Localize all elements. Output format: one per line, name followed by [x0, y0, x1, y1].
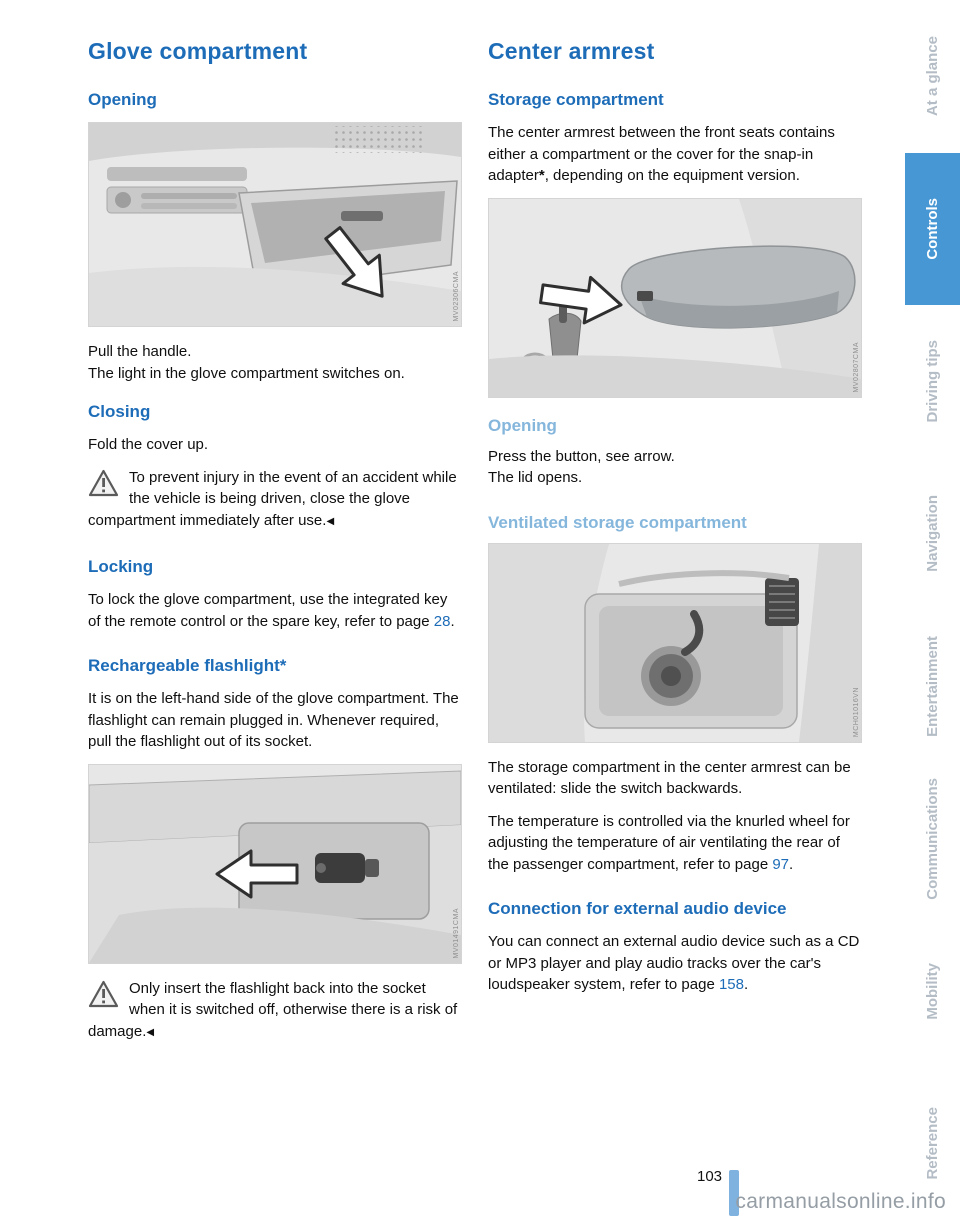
- text-run: The temperature is controlled via the knurled wheel for adjusting the temperature of air ventilating the rear of the passenger compartment, refer to page: [488, 812, 850, 873]
- figure-code: MV02807CMA: [853, 341, 860, 393]
- text-run: .: [450, 612, 455, 630]
- tab-at-a-glance[interactable]: At a glance: [924, 36, 941, 117]
- warning-text: Only insert the flashlight back into the socket when it is switched off, otherwise there is a risk of damage.: [88, 979, 458, 1040]
- heading-opening-armrest: Opening: [488, 415, 557, 435]
- figure-code: MV02306CMA: [453, 271, 460, 322]
- right-column: [488, 38, 862, 1056]
- heading-closing: Closing: [88, 402, 151, 421]
- text-run: The center armrest between the front seats contains either a compartment or the cover for the snap-in adapter: [488, 124, 835, 184]
- flashlight-illustration: [89, 765, 461, 963]
- chapter-tab-bar: [905, 0, 960, 1220]
- text-run: .: [789, 855, 794, 873]
- text-run: , depending on the equipment version.: [544, 167, 800, 184]
- tab-communications[interactable]: Communications: [924, 777, 941, 900]
- end-of-note-marker: ◀: [146, 1026, 155, 1038]
- press-button-text: Press the button, see arrow.: [488, 447, 675, 465]
- section-title-center-armrest: Center armrest: [488, 38, 655, 64]
- figure-center-armrest: [488, 198, 862, 398]
- section-title-glove-compartment: Glove compartment: [88, 38, 308, 64]
- fold-cover-text: Fold the cover up.: [88, 436, 209, 453]
- warning-note-closing: [88, 467, 462, 534]
- tab-reference[interactable]: Reference: [924, 1107, 941, 1181]
- ventilation-text: The storage compartment in the center armrest can be ventilated: slide the switch backwards.: [488, 758, 851, 797]
- lid-opens-text: The lid opens.: [488, 469, 583, 486]
- page-link-28[interactable]: 28: [433, 612, 451, 630]
- flashlight-text: It is on the left-hand side of the glove compartment. The flashlight can remain plugged in. Whenever required, pull the flashlight out of its socket.: [88, 690, 459, 750]
- heading-external-audio: Connection for external audio device: [488, 899, 787, 918]
- warning-icon: [88, 980, 119, 1015]
- storage-text: [488, 122, 862, 187]
- tab-controls[interactable]: Controls: [905, 153, 960, 306]
- text-run: To lock the glove compartment, use the integrated key of the remote control or the spare key, refer to page: [88, 591, 448, 630]
- tab-entertainment[interactable]: Entertainment: [924, 635, 941, 737]
- asterisk-marker: *: [538, 167, 545, 184]
- left-column: [88, 38, 462, 1056]
- glovebox-light-text: The light in the glove compartment switches on.: [88, 364, 405, 382]
- tab-navigation[interactable]: Navigation: [924, 495, 941, 573]
- pull-handle-text: Pull the handle.: [88, 343, 192, 360]
- page-number: 103: [697, 1168, 723, 1185]
- heading-locking: Locking: [88, 557, 154, 576]
- heading-rechargeable-flashlight: Rechargeable flashlight*: [88, 656, 287, 675]
- watermark-text: carmanualsonline.info: [735, 1190, 946, 1213]
- heading-storage-compartment: Storage compartment: [488, 90, 664, 109]
- locking-text: [88, 589, 462, 632]
- tab-driving-tips[interactable]: Driving tips: [924, 339, 941, 423]
- tab-mobility[interactable]: Mobility: [924, 962, 941, 1020]
- warning-note-flashlight: [88, 978, 462, 1045]
- heading-opening: Opening: [88, 90, 157, 109]
- external-audio-text: [488, 931, 862, 996]
- figure-glove-compartment-open: [88, 122, 462, 327]
- ventilated-compartment-illustration: [489, 544, 861, 742]
- warning-icon: [88, 469, 119, 504]
- temperature-text: [488, 811, 862, 876]
- figure-code: MV01491CMA: [453, 907, 460, 959]
- page-link-158[interactable]: 158: [718, 976, 744, 993]
- warning-text: To prevent injury in the event of an accident while the vehicle is being driven, close the glove compartment immediately after use.: [88, 468, 457, 529]
- end-of-note-marker: ◀: [326, 515, 335, 527]
- armrest-illustration: [489, 199, 861, 397]
- text-run: .: [744, 976, 749, 993]
- heading-ventilated-storage: Ventilated storage compartment: [488, 512, 747, 532]
- figure-code: MCH01016VN: [853, 687, 860, 738]
- text-run: You can connect an external audio device such as a CD or MP3 player and play audio tracks over the car's loudspeaker system, refer to page: [488, 933, 860, 993]
- figure-flashlight: [88, 764, 462, 964]
- content-area: [88, 38, 861, 1056]
- glove-box-illustration: [89, 123, 461, 326]
- page-link-97[interactable]: 97: [772, 855, 790, 873]
- figure-ventilated-compartment: [488, 543, 862, 743]
